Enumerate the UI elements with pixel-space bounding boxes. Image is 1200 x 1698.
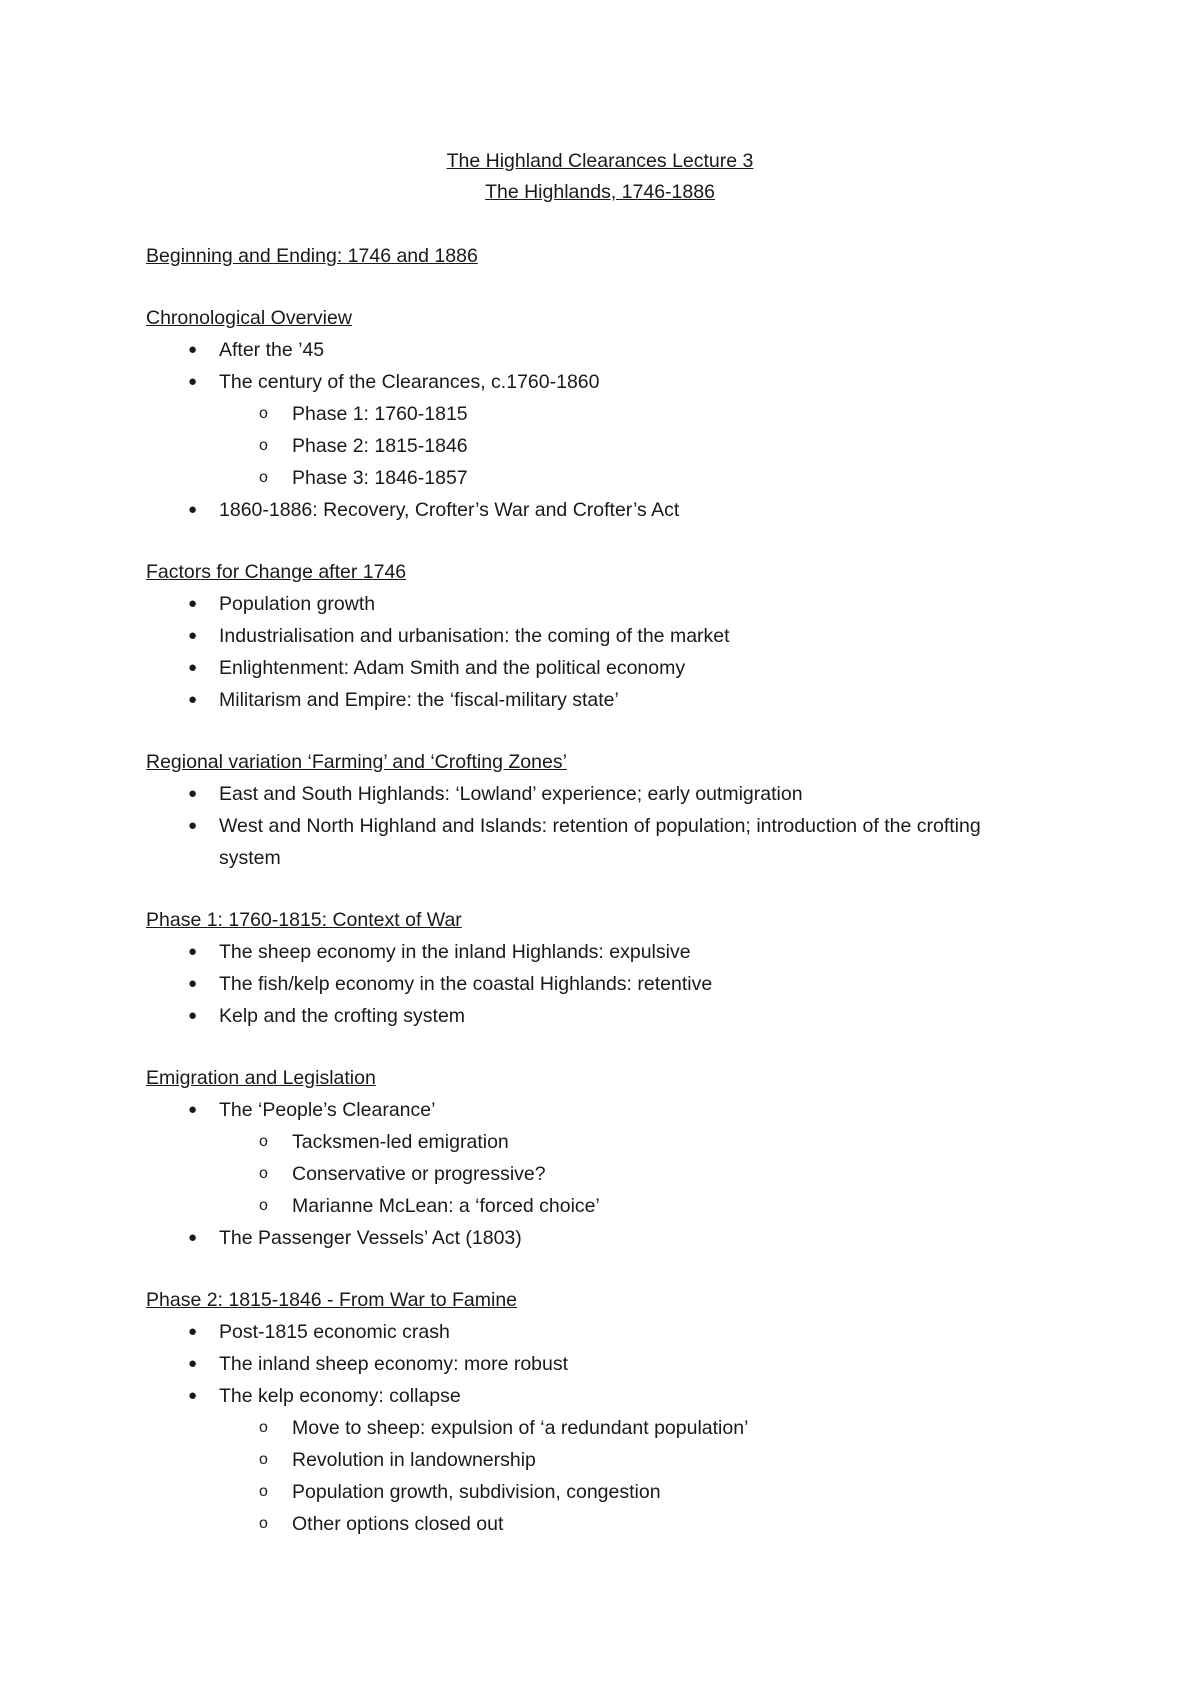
sub-bullet-text: Revolution in landownership [292,1449,536,1471]
bullet-dot-icon: ● [188,691,198,708]
sub-bullet-text: Phase 3: 1846-1857 [292,467,468,489]
document-subtitle: The Highlands, 1746-1886 [485,181,715,203]
bullet-dot-icon: ● [188,1229,198,1246]
sub-bullet-marker-icon: o [259,1483,268,1500]
bullet-dot-icon: ● [188,817,198,834]
outline-section [146,240,1046,272]
bullet-item [146,334,1046,366]
bullet-dot-icon: ● [188,1323,198,1340]
bullet-dot-icon: ● [188,785,198,802]
bullet-dot-icon: ● [188,943,198,960]
bullet-item [146,588,1046,620]
outline-section [146,746,1046,874]
bullet-text: The century of the Clearances, c.1760-1860 [219,371,600,393]
bullet-text: Industrialisation and urbanisation: the coming of the market [219,625,730,647]
sub-bullet-item [146,1444,1046,1476]
bullet-dot-icon: ● [188,1355,198,1372]
bullet-text: Population growth [219,593,376,615]
sub-bullet-text: Move to sheep: expulsion of ‘a redundant population’ [292,1417,749,1439]
bullet-dot-icon: ● [188,1387,198,1404]
sub-bullet-text: Phase 2: 1815-1846 [292,435,468,457]
sub-bullet-marker-icon: o [259,405,268,422]
sub-bullet-marker-icon: o [259,1197,268,1214]
section-heading: Regional variation ‘Farming’ and ‘Crofting Zones’ [146,751,567,773]
outline-section [146,302,1046,526]
bullet-dot-icon: ● [188,659,198,676]
sub-bullet-item [146,1158,1046,1190]
section-heading: Phase 1: 1760-1815: Context of War [146,909,462,931]
outline-section [146,1284,1046,1540]
bullet-text: The inland sheep economy: more robust [219,1353,569,1375]
sub-bullet-item [146,1476,1046,1508]
section-heading: Beginning and Ending: 1746 and 1886 [146,245,478,267]
sub-bullet-text: Population growth, subdivision, congestion [292,1481,661,1503]
bullet-item [146,936,1046,968]
sub-bullet-marker-icon: o [259,1165,268,1182]
bullet-item [146,968,1046,1000]
sub-bullet-text: Conservative or progressive? [292,1163,546,1185]
sub-bullet-marker-icon: o [259,1515,268,1532]
bullet-text: The kelp economy: collapse [219,1385,461,1407]
document-title: The Highland Clearances Lecture 3 [446,150,754,172]
bullet-item [146,494,1046,526]
bullet-dot-icon: ● [188,1101,198,1118]
sub-bullet-text: Marianne McLean: a ‘forced choice’ [292,1195,600,1217]
bullet-dot-icon: ● [188,373,198,390]
bullet-text: The Passenger Vessels’ Act (1803) [219,1227,522,1249]
bullet-text: Post-1815 economic crash [219,1321,450,1343]
bullet-item [146,1222,1046,1254]
sub-bullet-marker-icon: o [259,469,268,486]
sub-bullet-item [146,1190,1046,1222]
bullet-text: East and South Highlands: ‘Lowland’ experience; early outmigration [219,783,803,805]
sub-bullet-marker-icon: o [259,1133,268,1150]
bullet-item [146,1380,1046,1412]
sub-bullet-item [146,1126,1046,1158]
section-heading: Factors for Change after 1746 [146,561,407,583]
bullet-text: The fish/kelp economy in the coastal Highlands: retentive [219,973,713,995]
sub-bullet-marker-icon: o [259,437,268,454]
bullet-item [146,366,1046,398]
section-heading: Phase 2: 1815-1846 - From War to Famine [146,1289,518,1311]
bullet-text: After the ’45 [219,339,325,361]
bullet-item [146,1094,1046,1126]
sub-bullet-item [146,1508,1046,1540]
outline-section [146,1062,1046,1254]
section-heading: Emigration and Legislation [146,1067,376,1089]
bullet-dot-icon: ● [188,341,198,358]
bullet-dot-icon: ● [188,1007,198,1024]
bullet-text: The ‘People’s Clearance’ [219,1099,436,1121]
bullet-dot-icon: ● [188,595,198,612]
bullet-text: West and North Highland and Islands: retention of population; introduction of the crofting system [219,815,981,869]
sub-bullet-marker-icon: o [259,1451,268,1468]
bullet-item [146,810,1046,874]
bullet-text: Militarism and Empire: the ‘fiscal-military state’ [219,689,619,711]
bullet-dot-icon: ● [188,975,198,992]
bullet-item [146,778,1046,810]
bullet-item [146,620,1046,652]
bullet-text: The sheep economy in the inland Highlands: expulsive [219,941,691,963]
outline-section [146,556,1046,716]
bullet-dot-icon: ● [188,627,198,644]
section-heading: Chronological Overview [146,307,352,329]
bullet-text: Kelp and the crofting system [219,1005,466,1027]
sub-bullet-text: Phase 1: 1760-1815 [292,403,468,425]
bullet-item [146,1000,1046,1032]
sub-bullet-marker-icon: o [259,1419,268,1436]
bullet-item [146,1316,1046,1348]
bullet-item [146,684,1046,716]
document-title-block [0,146,1200,208]
bullet-text: Enlightenment: Adam Smith and the political economy [219,657,686,679]
bullet-item [146,1348,1046,1380]
sub-bullet-text: Tacksmen-led emigration [292,1131,509,1153]
document-body [146,240,1046,1570]
sub-bullet-text: Other options closed out [292,1513,504,1535]
sub-bullet-item [146,462,1046,494]
bullet-item [146,652,1046,684]
sub-bullet-item [146,398,1046,430]
sub-bullet-item [146,430,1046,462]
sub-bullet-item [146,1412,1046,1444]
bullet-dot-icon: ● [188,501,198,518]
bullet-text: 1860-1886: Recovery, Crofter’s War and Crofter’s Act [219,499,680,521]
outline-section [146,904,1046,1032]
